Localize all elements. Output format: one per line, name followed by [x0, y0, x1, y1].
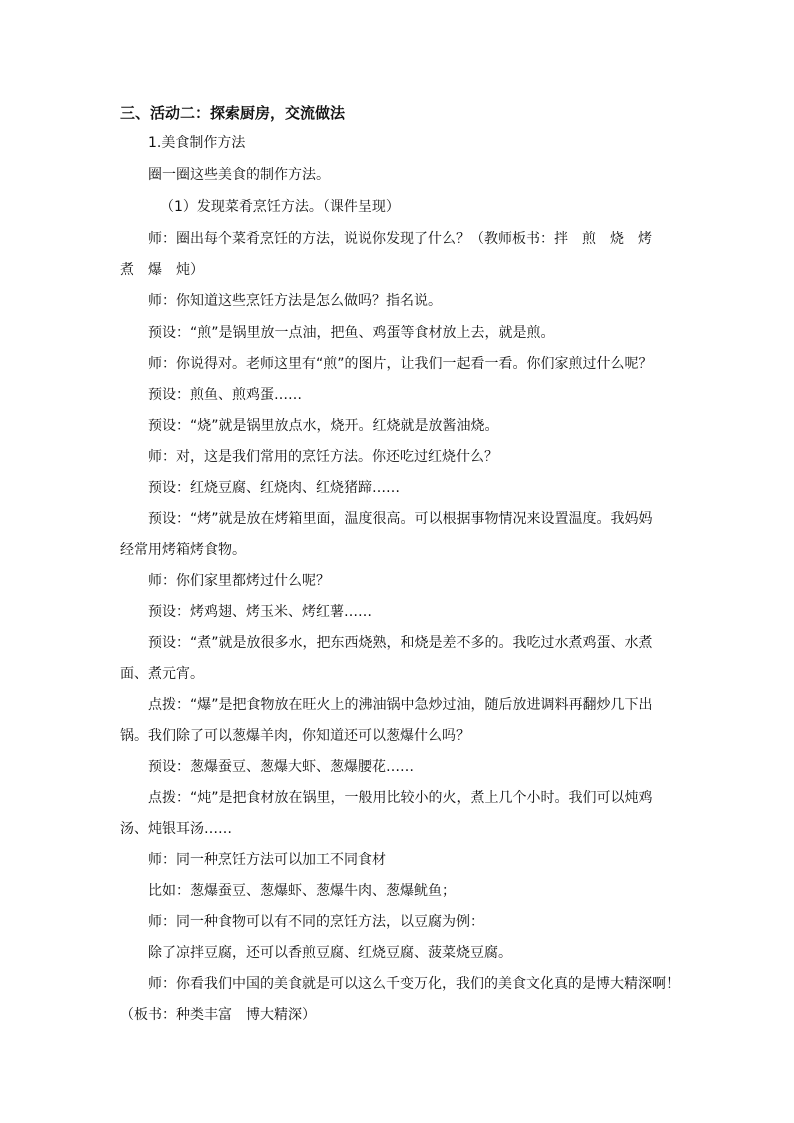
paragraph-continuation: 经常用烤箱烤食物。 [120, 542, 246, 558]
paragraph-continuation: 汤、炖银耳汤…… [120, 821, 232, 837]
paragraph: 师：你知道这些烹饪方法是怎么做吗？指名说。 [148, 293, 442, 309]
paragraph: 师：对，这是我们常用的烹饪方法。你还吃过红烧什么？ [148, 449, 498, 465]
paragraph: 师：同一种食物可以有不同的烹饪方法，以豆腐为例： [148, 914, 484, 930]
paragraph: 点拨：“炖”是把食材放在锅里，一般用比较小的火，煮上几个小时。我们可以炖鸡 [148, 790, 653, 806]
paragraph-continuation: 面、煮元宵。 [120, 666, 204, 682]
paragraph: 预设：煎鱼、煎鸡蛋…… [148, 387, 302, 403]
paragraph: 师：圈出每个菜肴烹饪的方法，说说你发现了什么？（教师板书：拌 煎 烧 烤 [148, 231, 652, 247]
paragraph-continuation: （板书：种类丰富 博大精深） [120, 1007, 316, 1023]
paragraph: 师：同一种烹饪方法可以加工不同食材 [148, 852, 386, 868]
paragraph: 预设：“烧”就是锅里放点水，烧开。红烧就是放酱油烧。 [148, 418, 499, 434]
paragraph: 比如：葱爆蚕豆、葱爆虾、葱爆牛肉、葱爆鱿鱼； [148, 883, 456, 899]
paragraph: 点拨：“爆”是把食物放在旺火上的沸油锅中急炒过油，随后放进调料再翻炒几下出 [148, 697, 653, 713]
paragraph: 预设：葱爆蚕豆、葱爆大虾、葱爆腰花…… [148, 759, 414, 775]
paragraph: （1）发现菜肴烹饪方法。（课件呈现） [160, 199, 400, 215]
paragraph: 师：你们家里都烤过什么呢？ [148, 573, 330, 589]
paragraph: 预设：“烤”就是放在烤箱里面，温度很高。可以根据事物情况来设置温度。我妈妈 [148, 511, 653, 527]
paragraph: 预设：烤鸡翅、烤玉米、烤红薯…… [148, 604, 372, 620]
paragraph-continuation: 锅。我们除了可以葱爆羊肉，你知道还可以葱爆什么吗？ [120, 728, 470, 744]
paragraph: 师：你说得对。老师这里有“煎”的图片，让我们一起看一看。你们家煎过什么呢？ [148, 356, 653, 372]
paragraph: 师：你看我们中国的美食就是可以这么千变万化，我们的美食文化真的是博大精深啊！ [148, 976, 680, 992]
section-heading: 三、活动二：探索厨房，交流做法 [120, 104, 346, 122]
paragraph-continuation: 煮 爆 炖） [120, 262, 204, 278]
paragraph: 预设：“煮”就是放很多水，把东西烧熟，和烧是差不多的。我吃过水煮鸡蛋、水煮 [148, 635, 653, 651]
paragraph: 预设：“煎”是锅里放一点油，把鱼、鸡蛋等食材放上去，就是煎。 [148, 325, 555, 341]
paragraph: 圈一圈这些美食的制作方法。 [148, 167, 330, 183]
paragraph: 预设：红烧豆腐、红烧肉、红烧猪蹄…… [148, 480, 400, 496]
paragraph: 除了凉拌豆腐，还可以香煎豆腐、红烧豆腐、菠菜烧豆腐。 [148, 945, 512, 961]
paragraph: 1.美食制作方法 [148, 135, 246, 151]
